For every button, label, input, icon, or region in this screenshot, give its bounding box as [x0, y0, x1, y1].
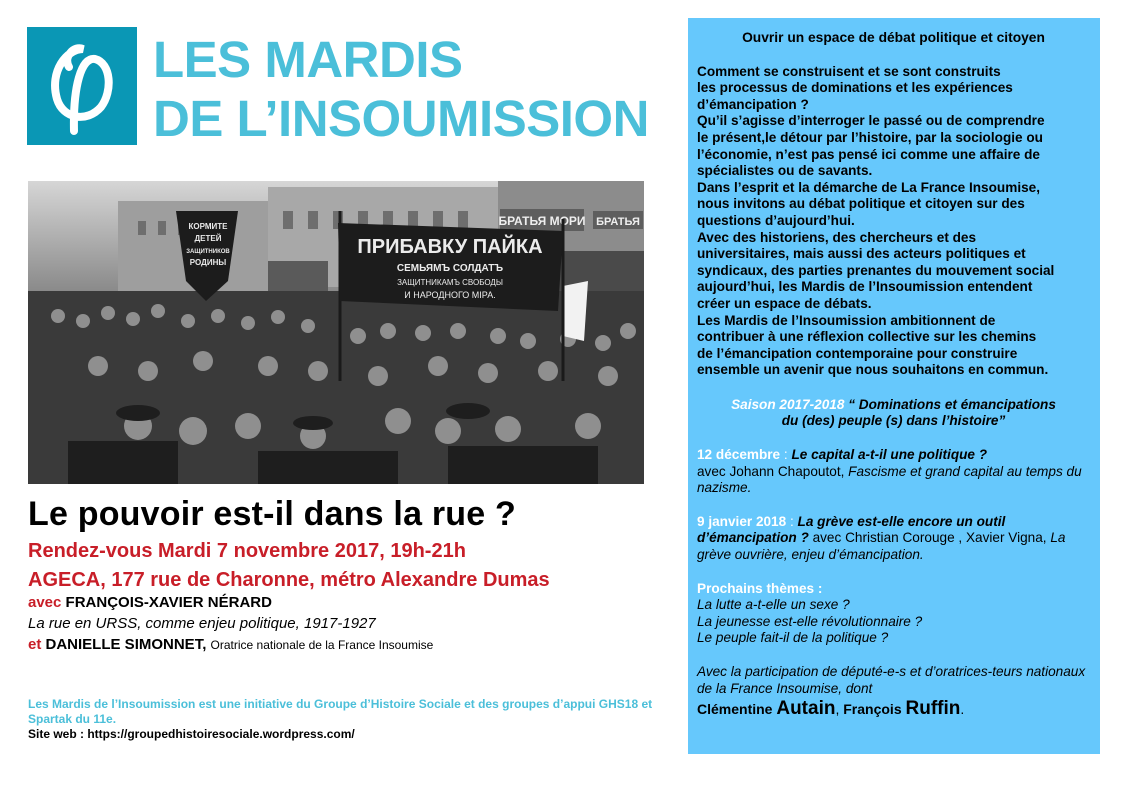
footer: [28, 697, 668, 742]
guest-end: .: [960, 701, 965, 718]
intro-line: Les Mardis de l’Insoumission ambitionnent de: [697, 312, 996, 328]
svg-text:ЗАЩИТНИКОВ: ЗАЩИТНИКОВ: [186, 249, 230, 255]
session-1: [697, 447, 1090, 497]
season-label: Saison 2017-2018: [731, 396, 845, 412]
event-headline: Le pouvoir est-il dans la rue ?: [28, 495, 516, 533]
svg-text:ДЕТЕЙ: ДЕТЕЙ: [194, 234, 222, 243]
session-work: La grève ouvrière, enjeu d’émancipation.: [697, 530, 1066, 563]
next-themes-label: Prochains thèmes :: [697, 580, 823, 596]
intro-line: de l’émancipation contemporaine pour construire: [697, 345, 1018, 361]
session-with: avec Johann Chapoutot,: [697, 463, 849, 479]
svg-text:БРАТЬЯ МОРИ: БРАТЬЯ МОРИ: [498, 214, 586, 228]
svg-text:ЗАЩИТНИКАМЪ СВОБОДЫ: ЗАЩИТНИКАМЪ СВОБОДЫ: [397, 278, 503, 287]
speaker-1-line: [28, 593, 272, 613]
demonstration-photo: [28, 181, 644, 484]
speaker-2-line: [28, 635, 433, 655]
intro-line: syndicaux, des parties prenantes du mouvement social: [697, 262, 1055, 278]
intro-line: spécialistes ou de savants.: [697, 163, 873, 179]
phi-logo-icon: [27, 27, 137, 145]
theme-item: Le peuple fait-il de la politique ?: [697, 630, 889, 646]
talk-title: La rue en URSS, comme enjeu politique, 1917-1927: [28, 615, 376, 632]
svg-text:И НАРОДНОГО МІРА.: И НАРОДНОГО МІРА.: [404, 290, 496, 300]
svg-text:БРАТЬЯ: БРАТЬЯ: [596, 216, 640, 228]
intro-line: Qu’il s’agisse d’interroger le passé ou de comprendre: [697, 113, 1045, 129]
season-theme-1: “ Dominations et émancipations: [848, 396, 1056, 412]
theme-item: La lutte a-t-elle un sexe ?: [697, 597, 850, 613]
avec-label: avec: [28, 594, 62, 611]
intro-line: Comment se construisent et se sont construits: [697, 63, 1001, 79]
speaker-2-name: DANIELLE SIMONNET,: [45, 636, 207, 653]
svg-text:РОДИНЫ: РОДИНЫ: [189, 258, 227, 267]
theme-item: La jeunesse est-elle révolutionnaire ?: [697, 613, 923, 629]
guest-2-first: François: [843, 701, 906, 718]
intro-line: universitaires, mais aussi des acteurs politiques et: [697, 246, 1026, 262]
intro-line: d’émancipation ?: [697, 96, 809, 112]
intro-line: créer un espace de débats.: [697, 295, 872, 311]
guest-2-last: Ruffin: [905, 698, 961, 720]
intro-line: nous invitons au débat politique et citoyen sur des: [697, 196, 1025, 212]
svg-text:КОРМИТЕ: КОРМИТЕ: [188, 222, 228, 231]
session-date: 9 janvier 2018: [697, 513, 787, 529]
intro-line: le présent,le détour par l’histoire, par la sociologie ou: [697, 129, 1043, 145]
info-panel: [688, 18, 1100, 754]
title-line-2: DE L’INSOUMISSION: [153, 90, 649, 147]
speaker-2-role: Oratrice nationale de la France Insoumise: [210, 638, 434, 652]
event-location: AGECA, 177 rue de Charonne, métro Alexandre Dumas: [28, 569, 550, 591]
intro-line: Dans l’esprit et la démarche de La France Insoumise,: [697, 179, 1040, 195]
session-with: avec Christian Corouge , Xavier Vigna,: [808, 530, 1051, 546]
guest-1-first: Clémentine: [697, 701, 777, 718]
panel-intro: [697, 64, 1090, 379]
page-title: [153, 30, 649, 148]
intro-line: questions d’aujourd’hui.: [697, 212, 855, 228]
svg-text:СЕМЬЯМЪ СОЛДАТЪ: СЕМЬЯМЪ СОЛДАТЪ: [396, 263, 504, 274]
intro-line: aujourd’hui, les Mardis de l’Insoumission entendent: [697, 279, 1033, 295]
svg-text:ПРИБАВКУ ПАЙКА: ПРИБАВКУ ПАЙКА: [357, 236, 543, 258]
next-themes: [697, 581, 1090, 647]
season-theme-2: du (des) peuple (s) dans l’histoire”: [781, 413, 1006, 429]
session-sep: :: [780, 447, 792, 463]
guest-sep: ,: [835, 701, 844, 718]
et-label: et: [28, 636, 42, 653]
intro-line: Avec des historiens, des chercheurs et des: [697, 229, 977, 245]
title-line-1: LES MARDIS: [153, 31, 463, 88]
session-title: La grève est-elle encore un outil d’émancipation ?: [697, 513, 1006, 546]
participation: [697, 664, 1090, 718]
session-date: 12 décembre: [697, 447, 781, 463]
speaker-1-name: FRANÇOIS-XAVIER NÉRARD: [65, 594, 272, 611]
event-date: Rendez-vous Mardi 7 novembre 2017, 19h-21h: [28, 540, 466, 562]
website-link[interactable]: Site web : https://groupedhistoiresociale.wordpress.com/: [28, 727, 355, 741]
session-title: Le capital a-t-il une politique ?: [791, 447, 988, 463]
panel-title: Ouvrir un espace de débat politique et citoyen: [742, 30, 1045, 45]
session-2: [697, 514, 1090, 564]
intro-line: ensemble un avenir que nous souhaitons en commun.: [697, 362, 1049, 378]
season-heading: [697, 397, 1090, 430]
participation-text: Avec la participation de député-e-s et d’oratrices-teurs nationaux de la France Insoumise, dont: [697, 664, 1086, 696]
session-sep: :: [786, 513, 798, 529]
guest-1-last: Autain: [776, 698, 836, 720]
intro-line: contribuer à une réflexion collective sur les chemins: [697, 329, 1037, 345]
initiative-note: Les Mardis de l’Insoumission est une initiative du Groupe d’Histoire Sociale et des groupes d’appui GHS18 et Spartak du 11e.: [28, 697, 653, 726]
guest-names: [697, 698, 1090, 720]
session-work: Fascisme et grand capital au temps du nazisme.: [697, 463, 1082, 496]
intro-line: les processus de dominations et les expériences: [697, 80, 1013, 96]
intro-line: l’économie, n’est pas pensé ici comme une affaire de: [697, 146, 1040, 162]
